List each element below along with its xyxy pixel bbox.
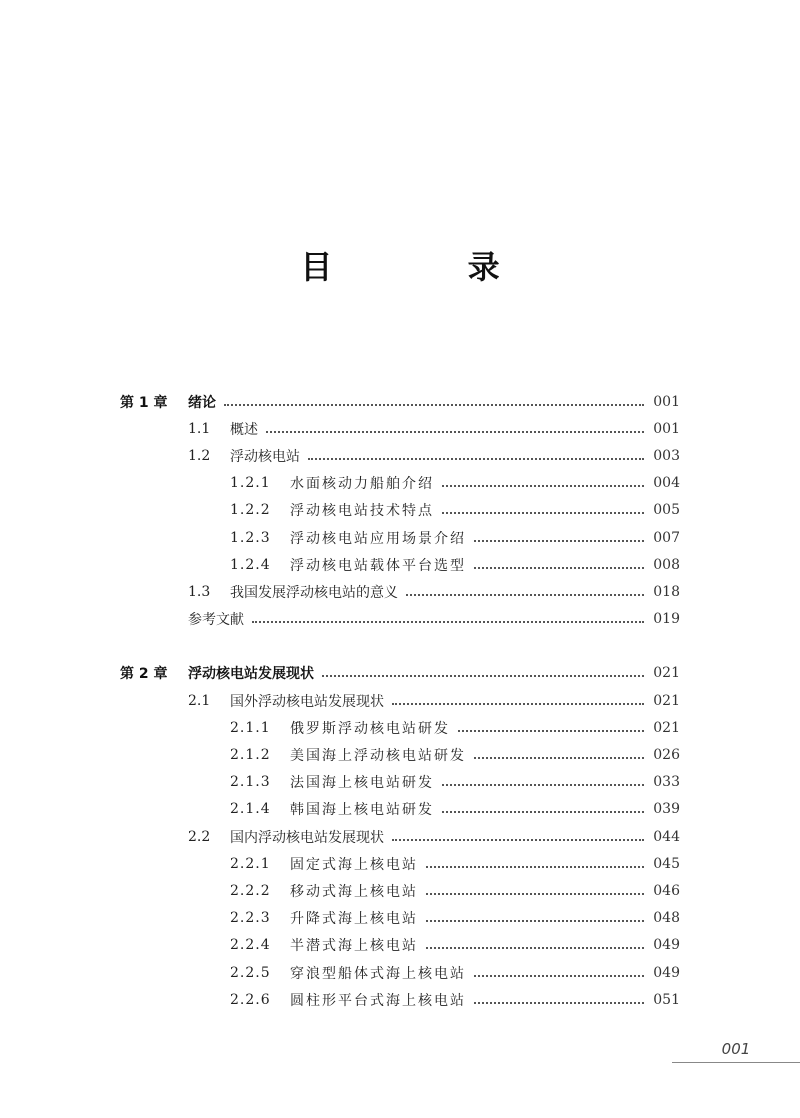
section-number: 1.2.3 xyxy=(230,529,271,546)
page-ref: 008 xyxy=(653,556,680,573)
dot-leader xyxy=(474,757,644,759)
section-title: 美国海上浮动核电站研发 xyxy=(290,747,466,764)
section-number: 2.2.5 xyxy=(230,964,271,981)
chapter-title: 绪论 xyxy=(188,394,216,411)
dot-leader xyxy=(442,485,644,487)
section-title: 俄罗斯浮动核电站研发 xyxy=(290,720,450,737)
dot-leader xyxy=(426,893,644,895)
page-ref: 039 xyxy=(653,801,680,818)
toc-subsection-row[interactable] xyxy=(230,905,680,932)
page-ref: 018 xyxy=(653,583,680,600)
toc-subsection-row[interactable] xyxy=(230,524,680,551)
section-number: 1.2.2 xyxy=(230,502,271,519)
dot-leader xyxy=(322,675,644,677)
page-ref: 048 xyxy=(653,910,680,927)
dot-leader xyxy=(474,975,644,977)
page-ref: 004 xyxy=(653,475,680,492)
section-title: 浮动核电站 xyxy=(230,448,300,465)
page-ref: 001 xyxy=(653,420,680,437)
toc-section-row[interactable] xyxy=(188,442,680,469)
toc-section-row[interactable] xyxy=(188,578,680,605)
dot-leader xyxy=(308,458,644,460)
dot-leader xyxy=(442,512,644,514)
toc-subsection-row[interactable] xyxy=(230,932,680,959)
page-ref: 005 xyxy=(653,502,680,519)
section-title: 国外浮动核电站发展现状 xyxy=(230,693,384,710)
section-title: 固定式海上核电站 xyxy=(290,856,418,873)
section-number: 2.1.4 xyxy=(230,801,271,818)
chapter-number: 第 1 章 xyxy=(120,394,168,411)
page-ref: 046 xyxy=(653,882,680,899)
toc-subsection-row[interactable] xyxy=(230,959,680,986)
section-number: 2.2 xyxy=(188,828,211,845)
section-title: 浮动核电站技术特点 xyxy=(290,503,434,520)
page-ref: 021 xyxy=(653,665,680,682)
toc-section-row[interactable] xyxy=(188,687,680,714)
toc-subsection-row[interactable] xyxy=(230,714,680,741)
toc-subsection-row[interactable] xyxy=(230,470,680,497)
chapter-title: 浮动核电站发展现状 xyxy=(188,666,314,683)
section-title: 我国发展浮动核电站的意义 xyxy=(230,584,398,601)
toc-subsection-row[interactable] xyxy=(230,877,680,904)
page-ref: 026 xyxy=(653,746,680,763)
toc-subsection-row[interactable] xyxy=(230,850,680,877)
section-number: 2.2.2 xyxy=(230,882,271,899)
section-title: 国内浮动核电站发展现状 xyxy=(230,829,384,846)
section-title: 升降式海上核电站 xyxy=(290,911,418,928)
toc-subsection-row[interactable] xyxy=(230,769,680,796)
section-number: 2.1.3 xyxy=(230,774,271,791)
page-ref: 051 xyxy=(653,991,680,1008)
dot-leader xyxy=(474,567,644,569)
dot-leader xyxy=(426,947,644,949)
section-number: 2.1.2 xyxy=(230,746,271,763)
dot-leader xyxy=(406,594,644,596)
section-number: 1.2.1 xyxy=(230,475,271,492)
dot-leader xyxy=(458,730,644,732)
dot-leader xyxy=(474,540,644,542)
page-number: 001 xyxy=(672,1040,800,1063)
page-ref: 021 xyxy=(653,719,680,736)
section-number: 2.1.1 xyxy=(230,719,271,736)
dot-leader xyxy=(442,811,644,813)
section-number: 2.1 xyxy=(188,692,211,709)
toc-references-row[interactable] xyxy=(188,606,680,633)
page-ref: 049 xyxy=(653,964,680,981)
toc-section-row[interactable] xyxy=(188,415,680,442)
toc-subsection-row[interactable] xyxy=(230,497,680,524)
section-title: 浮动核电站应用场景介绍 xyxy=(290,530,466,547)
section-number: 1.3 xyxy=(188,583,211,600)
section-title: 参考文献 xyxy=(188,612,244,629)
toc-subsection-row[interactable] xyxy=(230,986,680,1013)
dot-leader xyxy=(442,784,644,786)
section-title: 法国海上核电站研发 xyxy=(290,775,434,792)
dot-leader xyxy=(392,703,644,705)
page-ref: 044 xyxy=(653,828,680,845)
section-title: 半潜式海上核电站 xyxy=(290,938,418,955)
section-title: 穿浪型船体式海上核电站 xyxy=(290,965,466,982)
dot-leader xyxy=(392,839,644,841)
section-number: 1.2.4 xyxy=(230,556,271,573)
section-number: 2.2.3 xyxy=(230,910,271,927)
page-title: 目 录 xyxy=(300,248,562,286)
dot-leader xyxy=(426,866,644,868)
section-number: 2.2.6 xyxy=(230,991,271,1008)
toc-section-row[interactable] xyxy=(188,823,680,850)
section-number: 2.2.1 xyxy=(230,855,271,872)
section-title: 水面核动力船舶介绍 xyxy=(290,476,434,493)
section-number: 2.2.4 xyxy=(230,937,271,954)
toc-subsection-row[interactable] xyxy=(230,796,680,823)
section-number: 1.2 xyxy=(188,447,211,464)
toc-chapter-row[interactable] xyxy=(120,660,680,687)
dot-leader xyxy=(224,404,644,406)
page-ref: 019 xyxy=(653,611,680,628)
section-number: 1.1 xyxy=(188,420,211,437)
toc-subsection-row[interactable] xyxy=(230,741,680,768)
page-ref: 049 xyxy=(653,937,680,954)
chapter-number: 第 2 章 xyxy=(120,666,168,683)
section-title: 概述 xyxy=(230,421,258,438)
dot-leader xyxy=(252,621,644,623)
section-title: 圆柱形平台式海上核电站 xyxy=(290,992,466,1009)
section-title: 韩国海上核电站研发 xyxy=(290,802,434,819)
page-ref: 001 xyxy=(653,393,680,410)
dot-leader xyxy=(474,1002,644,1004)
page-ref: 003 xyxy=(653,447,680,464)
page-ref: 033 xyxy=(653,774,680,791)
page-ref: 021 xyxy=(653,692,680,709)
toc-chapter-row[interactable] xyxy=(120,388,680,415)
toc-subsection-row[interactable] xyxy=(230,551,680,578)
page-ref: 007 xyxy=(653,529,680,546)
dot-leader xyxy=(266,431,644,433)
section-title: 浮动核电站载体平台选型 xyxy=(290,557,466,574)
section-title: 移动式海上核电站 xyxy=(290,883,418,900)
dot-leader xyxy=(426,920,644,922)
page-ref: 045 xyxy=(653,855,680,872)
